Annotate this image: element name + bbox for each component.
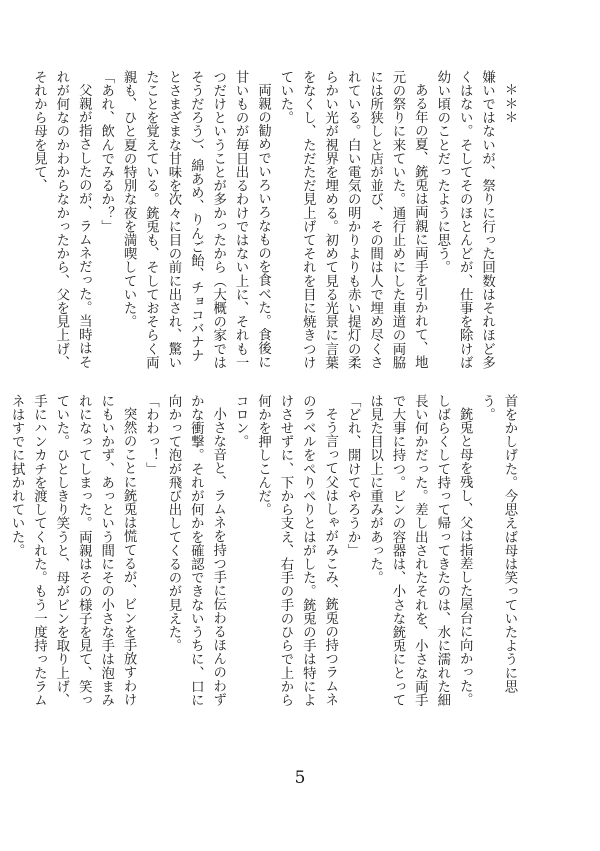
dialogue-line: 「どれ、開けてやろうか」 [345,394,361,558]
paragraph: 突然のことに銃兎は慌てるが、ビンを手放すわけにもいかず、あっという間にその小さな手は泡まみれになってしまった。両親はその様子を見て、笑っていた。ひとしきり笑うと、母がビンを取り上げ、手にハンカチを渡してくれた。もう一度持ったラムネはすでに拭かれていた。 [9,394,137,707]
paragraph: 銃兎と母を残し、父は指差した屋台に向かった。しばらくして持って帰ってきたのは、水に濡れた細長い何かだった。差し出されたそれを、小さな両手で大事に持つ。ビンの容器は、小さな銃兎にとっては見た目以上に重みがあった。 [367,394,473,707]
paragraph: そう言って父はしゃがみこみ、銃兎の持つラムネのラベルをぺりぺりとはがした。銃兎の手は特によけさせずに、下から支え、右手の手のひらで上から何かを押しこんだ。 [255,394,338,707]
dialogue-line: 「あれ、飲んでみるか？」 [98,70,114,234]
sound-effect-line: コロン。 [233,394,249,449]
lower-text-block [9,394,520,712]
page-number: 5 [294,768,306,788]
upper-text-block [31,70,520,370]
paragraph: 嫌いではないが、祭りに行った回数はそれほど多くはない。そしてそのほとんどが、仕事を除けば幼い頃のことだったように思う。 [434,70,495,370]
paragraph: 両親の勧めでいろいろなものを食べた。食後に甘いものが毎日出るわけではない上に、それも一つだけということが多かったから（大概の家ではそうだろう）、綿あめ、りんご飴、チョコバナナとさまざまな甘味を次々に目の前に出され、驚いたことを覚えている。銃兎も、そしておそらく両親も、ひと夏の特別な夜を満喫していた。 [121,70,271,370]
section-separator: ＊＊＊ [502,83,517,125]
paragraph: 首をかしげた。今思えば母は笑っていたように思う。 [479,394,517,694]
paragraph: ある年の夏、銃兎は両親に両手を引かれて、地元の祭りに来ていた。通行止めにした車道の両脇には所狭しと店が並び、その間は人で埋め尽くされている。白い電気の明かりよりも赤い提灯の柔らかい光が視界を埋める。初めて見る光景に言葉をなくし、ただただ見上げてそれを目に焼きつけていた。 [277,70,428,370]
paragraph: 父親が指さしたのが、ラムネだった。当時はそれが何なのかわからなかったから、父を見上げ、それから母を見て、 [31,70,92,370]
paragraph: 小さな音と、ラムネを持つ手に伝わるほんのわずかな衝撃。それが何かを確認できないうちに、口に向かって泡が飛び出してくるのが見えた。 [165,394,226,707]
dialogue-line: 「わわっ！」 [143,394,159,476]
